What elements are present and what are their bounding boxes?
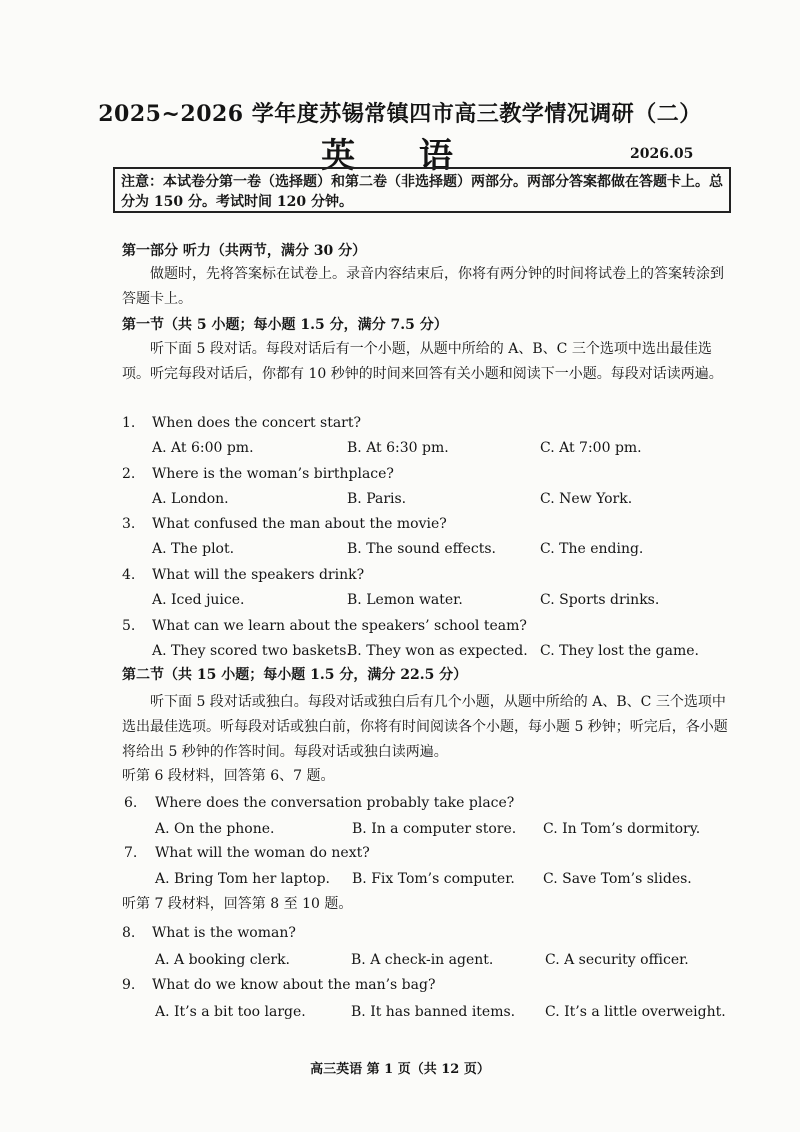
option-c: C. The ending. bbox=[540, 541, 644, 557]
option-a: A. It’s a bit too large. bbox=[155, 1004, 306, 1020]
question-number: 4. bbox=[122, 567, 136, 583]
question-text: Where does the conversation probably take place? bbox=[155, 795, 515, 811]
option-c: C. Save Tom’s slides. bbox=[543, 871, 692, 887]
section1-instructions: 听下面 5 段对话。每段对话后有一个小题，从题中所给的 A、B、C 三个选项中选出最佳选项。听完每段对话后，你都有 10 秒钟的时间来回答有关小题和阅读下一小题。每段对话读两遍。 bbox=[122, 341, 723, 382]
material7-note: 听第 7 段材料，回答第 8 至 10 题。 bbox=[122, 896, 353, 912]
option-b: B. It has banned items. bbox=[351, 1004, 516, 1020]
option-a: A. At 6:00 pm. bbox=[152, 440, 254, 456]
option-b: B. Fix Tom’s computer. bbox=[352, 871, 515, 887]
material6-note: 听第 6 段材料，回答第 6、7 题。 bbox=[122, 768, 335, 784]
question-text: What do we know about the man’s bag? bbox=[152, 977, 436, 993]
option-c: C. It’s a little overweight. bbox=[545, 1004, 726, 1020]
option-a: A. They scored two baskets. bbox=[152, 643, 351, 659]
exam-title: 2025~2026 学年度苏锡常镇四市高三教学情况调研（二） bbox=[98, 101, 702, 127]
option-b: B. The sound effects. bbox=[347, 541, 496, 557]
option-c: C. In Tom’s dormitory. bbox=[543, 821, 701, 837]
question-text: When does the concert start? bbox=[152, 415, 362, 431]
option-a: A. A booking clerk. bbox=[155, 952, 291, 968]
notice-text: 注意：本试卷分第一卷（选择题）和第二卷（非选择题）两部分。两部分答案都做在答题卡上。总分为 150 分。考试时间 120 分钟。 bbox=[121, 174, 723, 210]
option-b: B. Paris. bbox=[347, 491, 407, 507]
question-number: 2. bbox=[122, 466, 136, 482]
question-number: 8. bbox=[122, 925, 136, 941]
page-footer: 高三英语 第 1 页（共 12 页） bbox=[310, 1062, 490, 1077]
question-text: Where is the woman’s birthplace? bbox=[152, 466, 394, 482]
option-c: C. At 7:00 pm. bbox=[540, 440, 642, 456]
option-a: A. London. bbox=[152, 491, 229, 507]
question-number: 3. bbox=[122, 516, 136, 532]
part1-instructions: 做题时，先将答案标在试卷上。录音内容结束后，你将有两分钟的时间将试卷上的答案转涂到答题卡上。 bbox=[122, 266, 724, 307]
option-c: C. They lost the game. bbox=[540, 643, 699, 659]
option-b: B. At 6:30 pm. bbox=[347, 440, 449, 456]
option-b: B. They won as expected. bbox=[347, 643, 528, 659]
question-text: What can we learn about the speakers’ school team? bbox=[152, 618, 527, 634]
part1-heading: 第一部分 听力（共两节，满分 30 分） bbox=[122, 243, 367, 259]
question-text: What confused the man about the movie? bbox=[152, 516, 447, 532]
question-number: 5. bbox=[122, 618, 136, 634]
option-c: C. New York. bbox=[540, 491, 633, 507]
option-a: A. Iced juice. bbox=[152, 592, 245, 608]
question-number: 1. bbox=[122, 415, 136, 431]
option-c: C. A security officer. bbox=[545, 952, 689, 968]
question-number: 7. bbox=[124, 845, 138, 861]
question-text: What is the woman? bbox=[152, 925, 296, 941]
question-text: What will the speakers drink? bbox=[152, 567, 365, 583]
question-text: What will the woman do next? bbox=[155, 845, 370, 861]
option-b: B. In a computer store. bbox=[352, 821, 517, 837]
question-number: 6. bbox=[124, 795, 138, 811]
option-a: A. On the phone. bbox=[155, 821, 275, 837]
section2-instructions: 听下面 5 段对话或独白。每段对话或独白后有几个小题，从题中所给的 A、B、C 三个选项中选出最佳选项。听每段对话或独白前，你将有时间阅读各个小题，每小题 5 秒钟；听完后，各小题将给出 5 秒钟的作答时间。每段对话或独白读两遍。 bbox=[122, 694, 728, 760]
section2-heading: 第二节（共 15 小题；每小题 1.5 分，满分 22.5 分） bbox=[122, 667, 468, 683]
option-a: A. The plot. bbox=[152, 541, 235, 557]
option-a: A. Bring Tom her laptop. bbox=[155, 871, 330, 887]
subject-title: 英 语 bbox=[321, 136, 479, 176]
option-b: B. Lemon water. bbox=[347, 592, 463, 608]
question-number: 9. bbox=[122, 977, 136, 993]
option-c: C. Sports drinks. bbox=[540, 592, 660, 608]
notice-box bbox=[113, 167, 731, 213]
exam-date: 2026.05 bbox=[630, 146, 694, 162]
option-b: B. A check-in agent. bbox=[351, 952, 494, 968]
section1-heading: 第一节（共 5 小题；每小题 1.5 分，满分 7.5 分） bbox=[122, 317, 448, 333]
